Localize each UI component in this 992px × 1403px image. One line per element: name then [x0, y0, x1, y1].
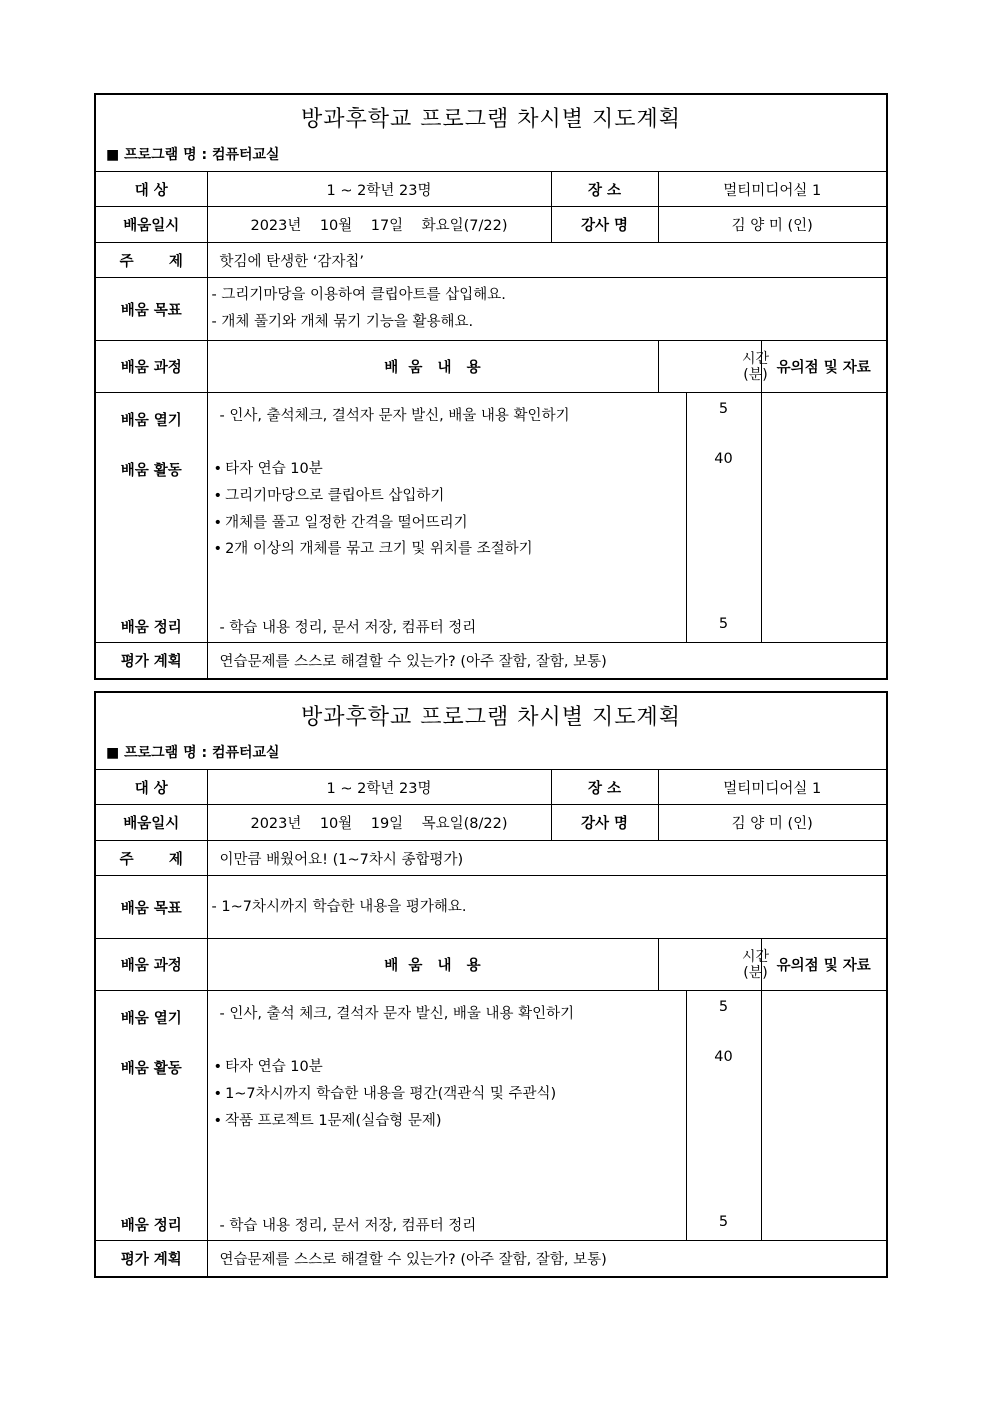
date-value: 2023년 10월 17일 화요일(7/22)	[207, 207, 551, 243]
content-column	[207, 393, 686, 643]
content-header: 배 움 내 용	[207, 341, 658, 393]
close-text: - 학습 내용 정리, 문서 저장, 컴퓨터 정리	[219, 620, 477, 636]
time-open: 5	[718, 401, 729, 417]
open-text: - 인사, 출석체크, 결석자 문자 발신, 배울 내용 확인하기	[219, 408, 570, 424]
goal-value	[207, 876, 886, 939]
place-label: 장 소	[551, 172, 658, 207]
activity-item: • 작품 프로젝트 1문제(실습형 문제)	[214, 1109, 442, 1130]
place-value: 멀티미디어실 1	[658, 770, 886, 805]
topic-label: 주 제	[96, 243, 207, 278]
process-column	[96, 991, 207, 1241]
program-name: ■ 프로그램 명 : 컴퓨터교실	[106, 745, 280, 761]
activity-item: • 타자 연습 10분	[214, 1055, 323, 1076]
close-text: - 학습 내용 정리, 문서 저장, 컴퓨터 정리	[219, 1218, 477, 1234]
plan-table	[96, 693, 886, 1276]
time-header	[658, 939, 770, 991]
evaluation-label: 평가 계획	[96, 643, 207, 678]
time-column	[686, 393, 761, 643]
goal-line: - 개체 풀기와 개체 묶기 기능을 활용해요.	[211, 314, 474, 330]
activity-item: • 2개 이상의 개체를 묶고 크기 및 위치를 조절하기	[214, 537, 533, 558]
target-value: 1 ~ 2학년 23명	[207, 172, 551, 207]
stage-close: 배움 정리	[120, 620, 182, 636]
date-label: 배움일시	[96, 207, 207, 243]
goal-line: - 1~7차시까지 학습한 내용을 평가해요.	[211, 898, 467, 915]
evaluation-value: 연습문제를 스스로 해결할 수 있는가? (아주 잘함, 잘함, 보통)	[207, 643, 886, 678]
activity-item: • 타자 연습 10분	[214, 457, 323, 478]
goal-label: 배움 목표	[96, 876, 207, 939]
notes-header: 유의점 및 자료	[761, 341, 886, 393]
evaluation-label: 평가 계획	[96, 1241, 207, 1276]
teacher-value: 김 양 미 (인)	[658, 805, 886, 841]
lesson-plan-1	[94, 93, 888, 680]
place-value: 멀티미디어실 1	[658, 172, 886, 207]
topic-value: 핫김에 탄생한 ‘감자칩’	[207, 243, 886, 278]
goal-line: - 그리기마당을 이용하여 클립아트를 삽입해요.	[211, 287, 506, 303]
stage-open: 배움 열기	[120, 413, 182, 429]
lesson-plan-2	[94, 691, 888, 1278]
time-activity: 40	[714, 1049, 733, 1065]
activity-item: • 1~7차시까지 학습한 내용을 평간(객관식 및 주관식)	[214, 1082, 557, 1103]
title-cell	[96, 95, 886, 172]
time-close: 5	[718, 1214, 729, 1230]
goal-label: 배움 목표	[96, 278, 207, 341]
time-open: 5	[718, 999, 729, 1015]
time-activity: 40	[714, 451, 733, 467]
open-text: - 인사, 출석 체크, 결석자 문자 발신, 배울 내용 확인하기	[219, 1006, 575, 1022]
place-label: 장 소	[551, 770, 658, 805]
notes-column	[761, 393, 886, 643]
goal-value	[207, 278, 886, 341]
teacher-value: 김 양 미 (인)	[658, 207, 886, 243]
topic-value: 이만큼 배웠어요! (1~7차시 종합평가)	[207, 841, 886, 876]
time-close: 5	[718, 616, 729, 632]
process-header: 배움 과정	[96, 939, 207, 991]
stage-open: 배움 열기	[120, 1011, 182, 1027]
evaluation-value: 연습문제를 스스로 해결할 수 있는가? (아주 잘함, 잘함, 보통)	[207, 1241, 886, 1276]
topic-label: 주 제	[96, 841, 207, 876]
time-header-text: 시간 (분)	[741, 948, 770, 981]
stage-activity: 배움 활동	[120, 463, 182, 479]
title-cell	[96, 693, 886, 770]
plan-table	[96, 95, 886, 678]
activity-item: • 그리기마당으로 클립아트 삽입하기	[214, 484, 445, 505]
date-label: 배움일시	[96, 805, 207, 841]
content-column	[207, 991, 686, 1241]
time-column	[686, 991, 761, 1241]
teacher-label: 강사 명	[551, 207, 658, 243]
notes-header: 유의점 및 자료	[761, 939, 886, 991]
target-label: 대 상	[96, 770, 207, 805]
teacher-label: 강사 명	[551, 805, 658, 841]
process-header: 배움 과정	[96, 341, 207, 393]
page-title: 방과후학교 프로그램 차시별 지도계획	[300, 107, 681, 132]
program-name: ■ 프로그램 명 : 컴퓨터교실	[106, 147, 280, 163]
time-header-text: 시간 (분)	[741, 350, 770, 383]
stage-close: 배움 정리	[120, 1218, 182, 1234]
page-title: 방과후학교 프로그램 차시별 지도계획	[300, 705, 681, 730]
notes-column	[761, 991, 886, 1241]
time-header	[658, 341, 770, 393]
stage-activity: 배움 활동	[120, 1061, 182, 1077]
content-header: 배 움 내 용	[207, 939, 658, 991]
target-label: 대 상	[96, 172, 207, 207]
activity-item: • 개체를 풀고 일정한 간격을 떨어뜨리기	[214, 511, 468, 532]
target-value: 1 ~ 2학년 23명	[207, 770, 551, 805]
date-value: 2023년 10월 19일 목요일(8/22)	[207, 805, 551, 841]
process-column	[96, 393, 207, 643]
